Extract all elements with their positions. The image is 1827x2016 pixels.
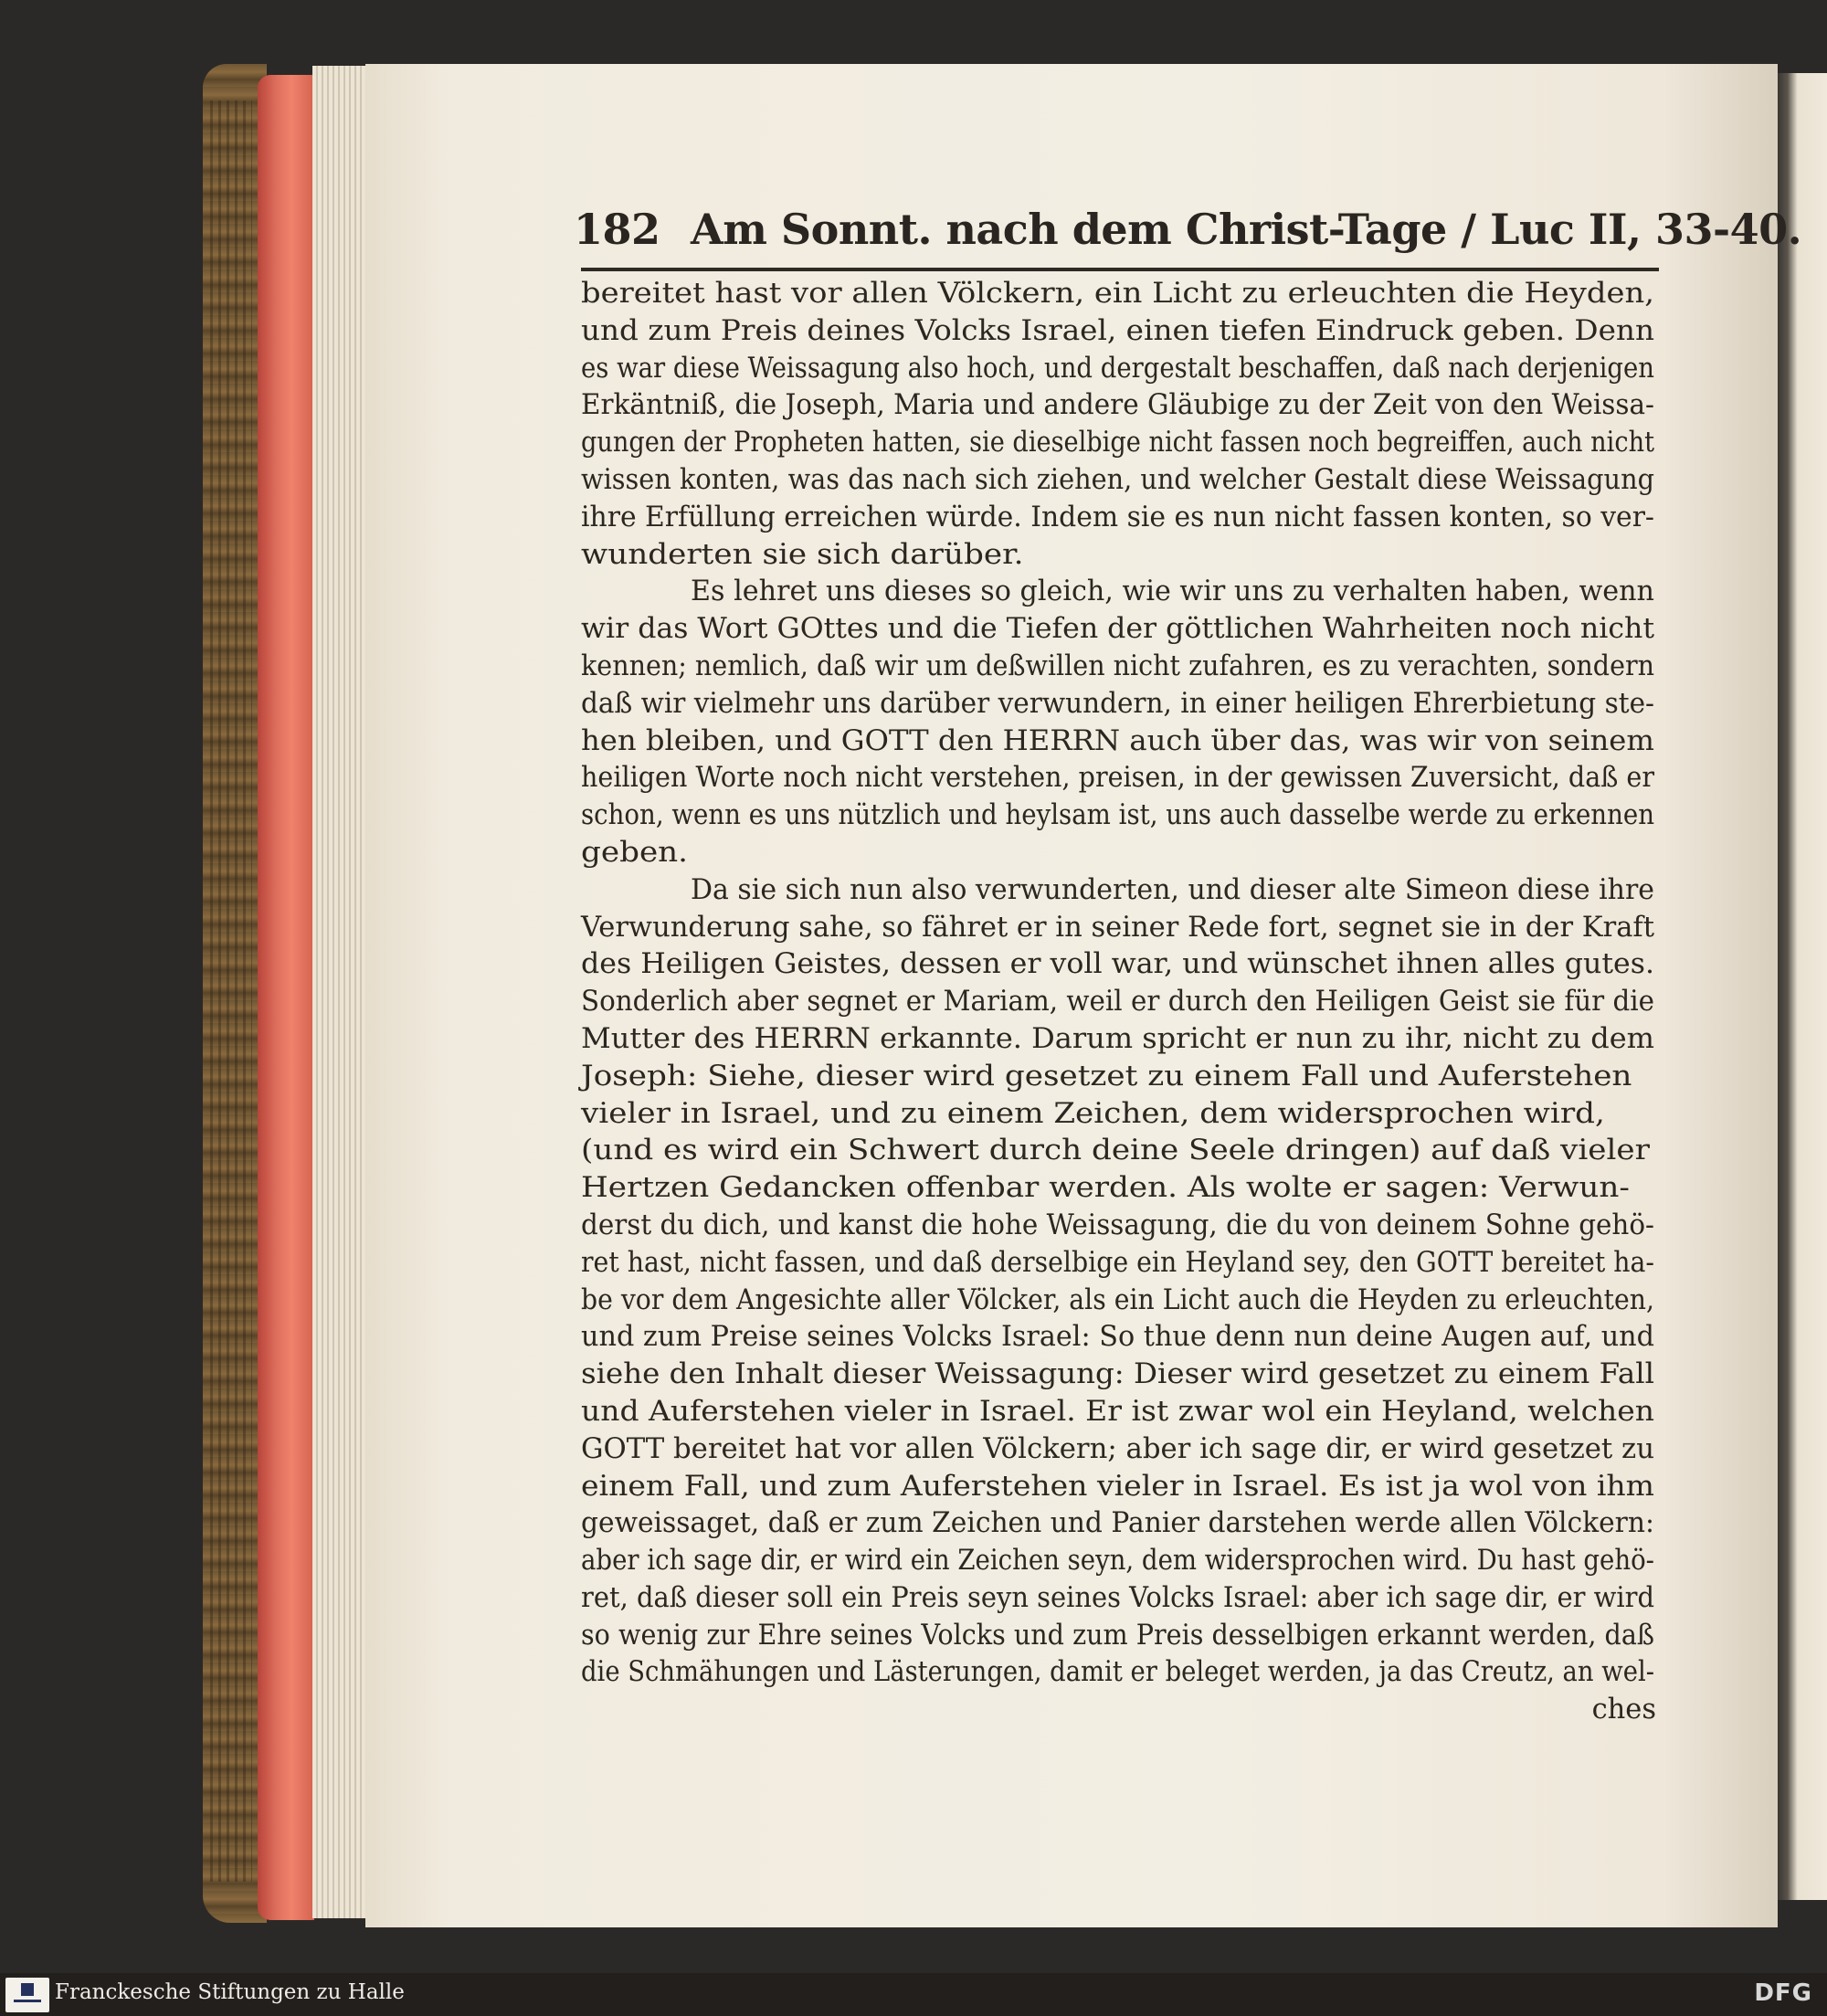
running-header [574, 205, 1802, 269]
text-line [581, 1282, 1663, 1320]
text-line [581, 835, 1663, 872]
text-line [581, 574, 1663, 611]
text-line [581, 1394, 1663, 1431]
page-stack-edges [312, 66, 369, 1918]
text-line [581, 611, 1663, 649]
text-line [581, 1431, 1663, 1469]
text-line [581, 1170, 1663, 1208]
catchword: ches [1591, 1694, 1656, 1726]
text-line-content: Verwunderung sahe, so fähret er in seiner Rede fort, segnet sie in der Kraft [581, 911, 1654, 944]
text-line-content: des Heiligen Geistes, dessen er voll war, und wünschet ihnen alles gutes. [581, 948, 1654, 981]
text-line [581, 276, 1663, 313]
facing-page-edge [1778, 73, 1827, 1900]
text-line [581, 1580, 1663, 1618]
text-line [581, 797, 1663, 835]
text-line-content: daß wir vielmehr uns darüber verwundern, in einer heiligen Ehrerbietung ste- [581, 687, 1654, 720]
text-line [581, 500, 1663, 537]
text-line-content: gungen der Propheten hatten, sie dieselbige nicht fassen noch begreiffen, auch nicht [581, 427, 1654, 459]
text-line-content: wunderten sie sich darüber. [581, 538, 1024, 571]
text-line-content: hen bleiben, und GOTT den HERRN auch über das, was wir von seinem [581, 724, 1654, 757]
text-line-content: und zum Preise seines Volcks Israel: So thue denn nun deine Augen auf, und [581, 1321, 1654, 1354]
text-line [581, 1469, 1663, 1506]
text-line-content: geben. [581, 836, 689, 869]
text-line-content: schon, wenn es uns nützlich und heylsam ist, uns auch dasselbe werde zu erkennen [581, 799, 1654, 832]
text-line-content: Es lehret uns dieses so gleich, wie wir uns zu verhalten haben, wenn [691, 575, 1654, 608]
text-line-content: Mutter des HERRN erkannte. Darum spricht er nun zu ihr, nicht zu dem [581, 1022, 1654, 1055]
text-line-content: kennen; nemlich, daß wir um deßwillen nicht zufahren, es zu verachten, sondern [581, 649, 1654, 682]
text-line-content: Joseph: Siehe, dieser wird gesetzet zu einem Fall und Auferstehen [581, 1060, 1632, 1092]
text-line [581, 984, 1663, 1021]
text-line [581, 649, 1663, 686]
text-line [581, 1618, 1663, 1655]
text-line-content: bereitet hast vor allen Völckern, ein Licht zu erleuchten die Heyden, [581, 278, 1654, 310]
running-title: Am Sonnt. nach dem Christ-Tage / Luc II, 33-40. [691, 205, 1802, 254]
text-line [581, 1505, 1663, 1543]
text-line-content: Sonderlich aber segnet er Mariam, weil er durch den Heiligen Geist sie für die [581, 986, 1654, 1019]
text-line-content: derst du dich, und kanst die hohe Weissagung, die du von deinem Sohne gehö- [581, 1209, 1654, 1241]
text-line [581, 1021, 1663, 1059]
text-line-content: ihre Erfüllung erreichen würde. Indem sie es nun nicht fassen konten, so ver- [581, 501, 1654, 533]
text-line [581, 351, 1663, 388]
text-line [581, 686, 1663, 723]
text-line [581, 872, 1663, 910]
viewer-footer [0, 1973, 1827, 2016]
text-line-content: vieler in Israel, und zu einem Zeichen, dem widersprochen wird, [581, 1097, 1605, 1130]
text-line-content: es war diese Weissagung also hoch, und dergestalt beschaffen, daß nach derjenigen [581, 352, 1654, 385]
page-number: 182 [574, 205, 660, 254]
text-line-content: aber ich sage dir, er wird ein Zeichen seyn, dem widersprochen wird. Du hast gehö- [581, 1545, 1654, 1578]
text-line [581, 462, 1663, 500]
text-line-content: ret, daß dieser soll ein Preis seyn seines Volcks Israel: aber ich sage dir, er wird [581, 1581, 1654, 1614]
text-line-content: wissen konten, was das nach sich ziehen, und welcher Gestalt diese Weissagung [581, 463, 1654, 496]
text-line [581, 1543, 1663, 1580]
text-line-content: einem Fall, und zum Auferstehen vieler in Israel. Es ist ja wol von ihm [581, 1470, 1654, 1503]
text-line-content: ret hast, nicht fassen, und daß derselbige ein Heyland sey, den GOTT bereitet ha- [581, 1246, 1654, 1279]
text-line-content: (und es wird ein Schwert durch deine Seele dringen) auf daß vieler [581, 1135, 1650, 1167]
header-rule [581, 268, 1659, 271]
text-line [581, 910, 1663, 947]
text-line-content: Hertzen Gedancken offenbar werden. Als wolte er sagen: Verwun- [581, 1172, 1630, 1205]
text-line-content: be vor dem Angesichte aller Völcker, als ein Licht auch die Heyden zu erleuchten, [581, 1283, 1654, 1316]
body-text [581, 276, 1663, 1729]
text-line-content: die Schmähungen und Lästerungen, damit er beleget werden, ja das Creutz, an wel- [581, 1656, 1654, 1689]
dfg-logo: DFG [1754, 1979, 1812, 2007]
text-line [581, 1133, 1663, 1170]
text-line-content: heiligen Worte noch nicht verstehen, preisen, in der gewissen Zuversicht, daß er [581, 762, 1654, 795]
text-line [581, 760, 1663, 797]
text-line [581, 1654, 1663, 1692]
text-line [581, 723, 1663, 761]
text-line [581, 946, 1663, 984]
text-line-content: und zum Preis deines Volcks Israel, einen tiefen Eindruck geben. Denn [581, 314, 1654, 347]
institution-name: Franckesche Stiftungen zu Halle [55, 1980, 405, 2004]
text-line [581, 1208, 1663, 1245]
text-line-content: wir das Wort GOttes und die Tiefen der göttlichen Wahrheiten noch nicht [581, 613, 1654, 646]
text-line [581, 1356, 1663, 1394]
text-line [581, 1096, 1663, 1134]
text-line-content: Erkäntniß, die Joseph, Maria und andere Gläubige zu der Zeit von den Weissa- [581, 389, 1654, 422]
institution-logo-icon [5, 1978, 49, 2012]
text-line-content: siehe den Inhalt dieser Weissagung: Dieser wird gesetzet zu einem Fall [581, 1358, 1654, 1391]
text-line [581, 1059, 1663, 1096]
text-line-content: so wenig zur Ehre seines Volcks und zum Preis desselbigen erkannt werden, daß [581, 1619, 1654, 1652]
text-line-content: und Auferstehen vieler in Israel. Er ist zwar wol ein Heyland, welchen [581, 1395, 1655, 1428]
text-line-content: GOTT bereitet hat vor allen Völckern; aber ich sage dir, er wird gesetzet zu [581, 1432, 1654, 1465]
text-line [581, 425, 1663, 462]
text-line [581, 1245, 1663, 1282]
text-line [581, 313, 1663, 351]
text-line [581, 1319, 1663, 1356]
text-line-content: Da sie sich nun also verwunderten, und dieser alte Simeon diese ihre [691, 873, 1654, 906]
text-line-content: geweissaget, daß er zum Zeichen und Panier darstehen werde allen Völckern: [581, 1507, 1654, 1540]
text-line [581, 537, 1663, 575]
text-line [581, 387, 1663, 425]
red-page-edge [258, 75, 314, 1920]
